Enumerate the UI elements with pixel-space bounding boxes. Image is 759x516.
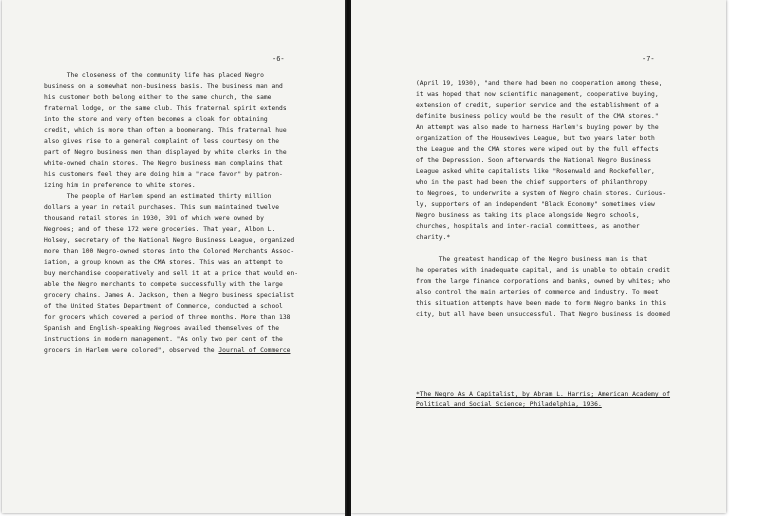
text-line: more than 100 Negro-owned stores into the Colored Merchants Assoc-: [44, 248, 295, 255]
text-line: city, but all have been unsuccessful. That Negro business is doomed: [416, 311, 671, 318]
text-line: grocery chains. James A. Jackson, then a Negro business specialist: [44, 292, 295, 299]
text-line: of the Depression. Soon afterwards the National Negro Business: [416, 157, 652, 164]
text-line: Political and Social Science; Philadelphia, 1936.: [416, 401, 602, 408]
page-number: -7-: [642, 56, 655, 64]
footnote: [416, 390, 716, 410]
text-line: white-owned chain stores. The Negro business man complains that: [44, 160, 283, 167]
text-line: The closeness of the community life has placed Negro: [44, 72, 264, 79]
text-line: ly, supporters of an independent "Black Economy" sometimes view: [416, 201, 655, 208]
text-line: League asked white capitalists like "Rosenwald and Rockefeller,: [416, 168, 655, 175]
text-line: thousand retail stores in 1930, 391 of which were owned by: [44, 215, 264, 222]
right-page: [351, 0, 726, 513]
text-line: business on a somewhat non-business basis. The business man and: [44, 83, 283, 90]
text-line: part of Negro business men than displayed by white clerks in the: [44, 149, 287, 156]
text-line: Spanish and English-speaking Negroes availed themselves of the: [44, 325, 280, 332]
text-line: churches, hospitals and inter-racial committees, as another: [416, 223, 640, 230]
text-line: he operates with inadequate capital, and is unable to obtain credit: [416, 267, 671, 274]
text-line: iation, a group known as the CMA stores. This was an attempt to: [44, 259, 283, 266]
text-line: it was hoped that now scientific management, cooperative buying,: [416, 91, 659, 98]
text-line: this situation attempts have been made to form Negro banks in this: [416, 300, 667, 307]
text-line: extension of credit, superior service and the establishment of a: [416, 102, 659, 109]
text-line: The greatest handicap of the Negro business man is that: [416, 256, 648, 263]
text-line: The people of Harlem spend an estimated thirty million: [44, 193, 272, 200]
text-line: charity.*: [416, 234, 451, 241]
text-line: dollars a year in retail purchases. This sum maintained twelve: [44, 204, 280, 211]
text-line: into the store and very often becomes a cloak for obtaining: [44, 116, 268, 123]
text-line: Holsey, secretary of the National Negro Business League, organized: [44, 237, 295, 244]
text-line: definite business policy would be the result of the CMA stores.": [416, 113, 659, 120]
text-line: also gives rise to a general complaint of less courtesy on the: [44, 138, 280, 145]
text-line: Negro business as taking its place alongside Negro schools,: [416, 212, 640, 219]
left-page: [2, 0, 347, 513]
page-number: -6-: [272, 56, 285, 64]
text-line: able the Negro merchants to compete successfully with the large: [44, 281, 283, 288]
text-line: (April 19, 1930), "and there had been no cooperation among these,: [416, 80, 663, 87]
text-line-part: grocers in Harlem were colored", observed the: [44, 347, 219, 354]
text-line: [44, 345, 334, 356]
text-line: the League and the CMA stores were wiped out by the full effects: [416, 146, 659, 153]
text-line: for grocers which covered a period of three months. More than 138: [44, 314, 291, 321]
text-line: Negroes; and of these 172 were groceries. That year, Albon L.: [44, 226, 276, 233]
body-text: [44, 70, 334, 356]
text-line: *The Negro As A Capitalist, by Abram L. Harris; American Academy of: [416, 391, 671, 398]
text-line: fraternal lodge, or the same club. This fraternal spirit extends: [44, 105, 287, 112]
text-line: izing him in preference to white stores.: [44, 182, 196, 189]
text-line: [416, 243, 716, 254]
text-line: who in the past had been the chief supporters of philanthropy: [416, 179, 648, 186]
text-line: to Negroes, to underwrite a system of Negro chain stores. Curious-: [416, 190, 667, 197]
text-line: instructions in modern management. "As only two per cent of the: [44, 336, 283, 343]
body-text: [416, 78, 716, 320]
text-line: credit, which is more than often a boomerang. This fraternal hue: [44, 127, 287, 134]
text-line: his customer both belong either to the same church, the same: [44, 94, 272, 101]
journal-title: Journal of Commerce: [218, 347, 291, 354]
text-line: from the large finance corporations and banks, owned by whites; who: [416, 278, 671, 285]
text-line: his customers feel they are doing him a "race favor" by patron-: [44, 171, 283, 178]
text-line: buy merchandise cooperatively and sell it at a price that would en-: [44, 270, 299, 277]
text-line: of the United States Department of Commerce, conducted a school: [44, 303, 283, 310]
text-line: An attempt was also made to harness Harlem's buying power by the: [416, 124, 659, 131]
text-line: organization of the Housewives League, but two years later both: [416, 135, 655, 142]
text-line: also control the main arteries of commerce and industry. To meet: [416, 289, 659, 296]
